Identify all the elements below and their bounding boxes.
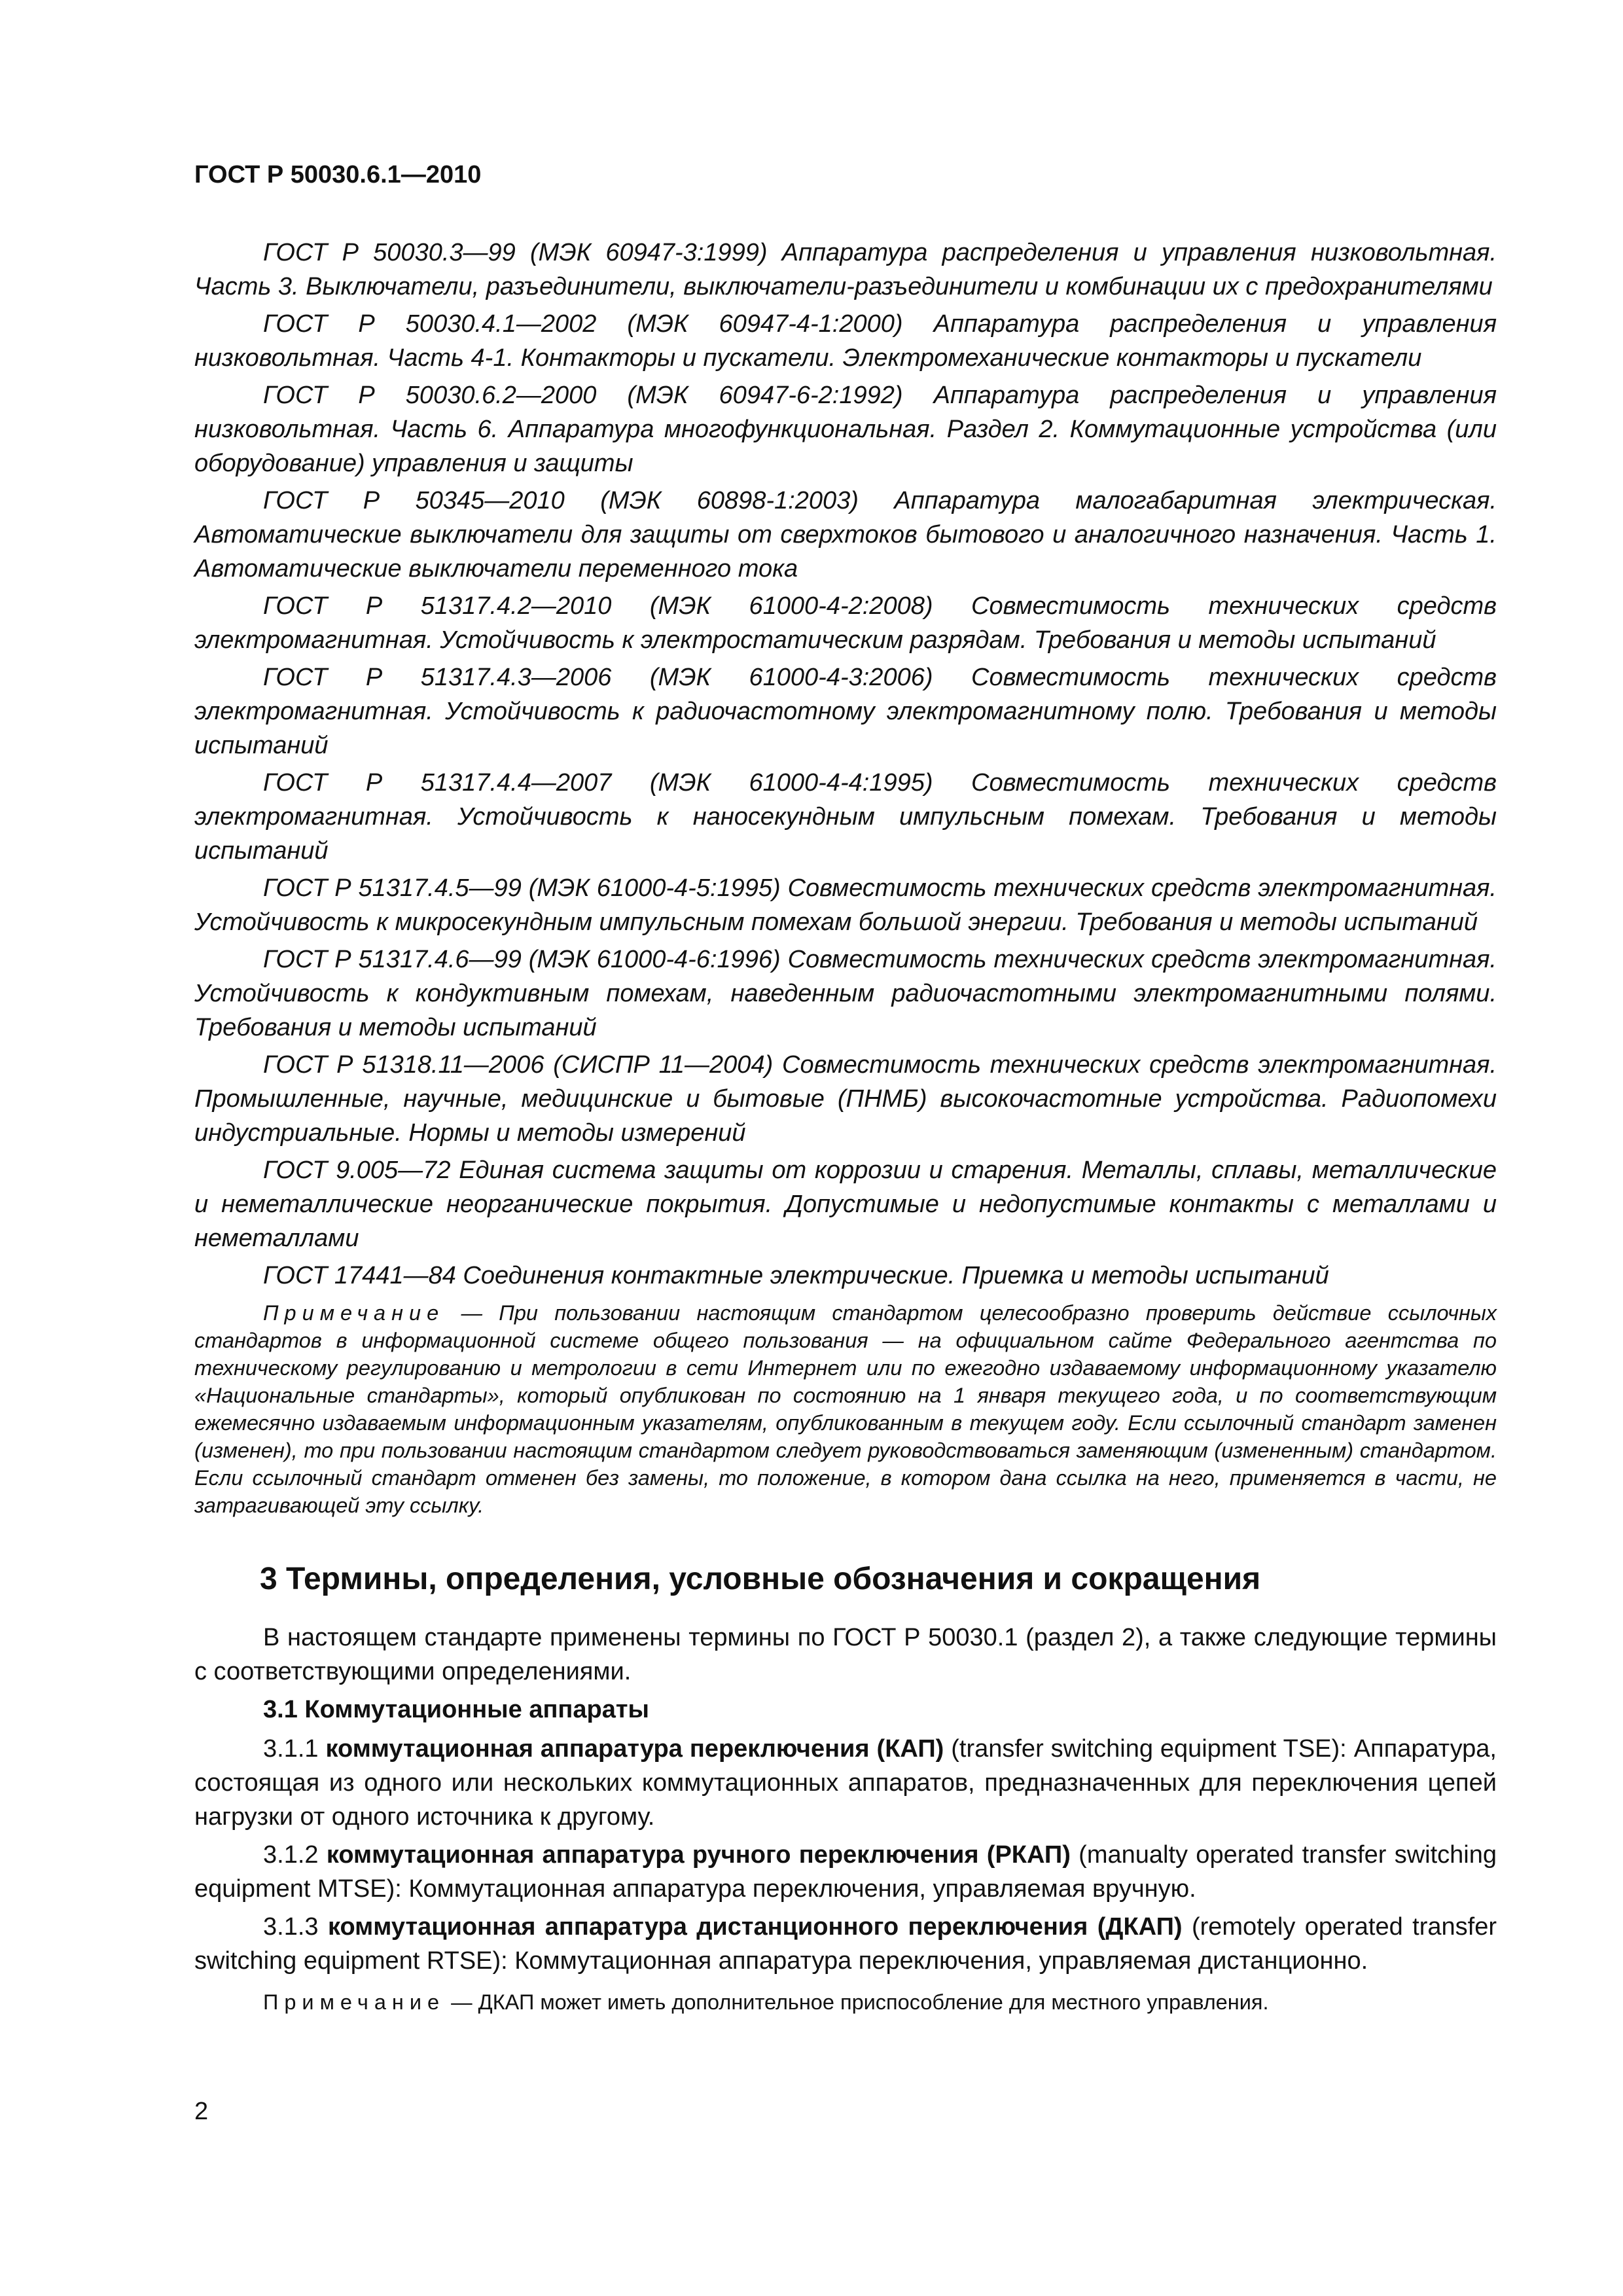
term-definition (194, 1732, 1497, 1834)
term-name: коммутационная аппаратура ручного переключения (РКАП) (326, 1841, 1071, 1869)
term-number: 3.1.3 (263, 1913, 328, 1941)
section-3 (194, 1558, 1497, 2017)
term-number: 3.1.2 (263, 1841, 327, 1869)
document-header: ГОСТ Р 50030.6.1—2010 (194, 161, 482, 188)
subsection-title: 3.1 Коммутационные аппараты (263, 1696, 649, 1723)
reference-item: ГОСТ 9.005—72 Единая система защиты от коррозии и старения. Металлы, сплавы, металлические и неметаллические неорганические покрытия. Допустимые и недопустимые контакты с металлами и неметаллами (194, 1157, 1497, 1252)
reference-item: ГОСТ Р 51317.4.3—2006 (МЭК 61000-4-3:2006) Совместимость технических средств электромагнитная. Устойчивость к радиочастотному электромагнитному полю. Требования и методы испытаний (194, 664, 1497, 759)
term-text: (manualty operated transfer switching equipment MTSE): Коммутационная аппаратура переключения, управляемая вручную. (194, 1841, 1497, 1903)
term-definition (194, 1838, 1497, 1906)
reference-item: ГОСТ Р 50030.4.1—2002 (МЭК 60947-4-1:2000) Аппаратура распределения и управления низковольтная. Часть 4-1. Контакторы и пускатели. Электромеханические контакторы и пускатели (194, 310, 1497, 372)
normative-references (194, 236, 1497, 1519)
reference-item: ГОСТ Р 51317.4.5—99 (МЭК 61000-4-5:1995) Совместимость технических средств электромагнитная. Устойчивость к микросекундным импульсным помехам большой энергии. Требования и методы испытаний (194, 874, 1497, 936)
note-label: Примечание (263, 1990, 446, 2014)
reference-item: ГОСТ Р 50030.3—99 (МЭК 60947-3:1999) Аппаратура распределения и управления низковольтная. Часть 3. Выключатели, разъединители, выключатели-разъединители и комбинации их с предохранителями (194, 239, 1497, 300)
section-title: 3 Термины, определения, условные обозначения и сокращения (260, 1562, 1261, 1596)
page-number: 2 (194, 2098, 209, 2125)
term-name: коммутационная аппаратура переключения (КАП) (325, 1735, 944, 1763)
reference-item: ГОСТ Р 51317.4.2—2010 (МЭК 61000-4-2:2008) Совместимость технических средств электромагнитная. Устойчивость к электростатическим разрядам. Требования и методы испытаний (194, 592, 1497, 654)
term-text: (remotely operated transfer switching equipment RTSE): Коммутационная аппаратура переключения, управляемая дистанционно. (194, 1913, 1497, 1975)
term-definition (194, 1910, 1497, 1978)
reference-item: ГОСТ Р 51317.4.4—2007 (МЭК 61000-4-4:1995) Совместимость технических средств электромагнитная. Устойчивость к наносекундным импульсным помехам. Требования и методы испытаний (194, 769, 1497, 865)
term-name: коммутационная аппаратура дистанционного переключения (ДКАП) (327, 1913, 1183, 1941)
note-label: Примечание (263, 1301, 445, 1325)
reference-item: ГОСТ Р 50345—2010 (МЭК 60898-1:2003) Аппаратура малогабаритная электрическая. Автоматические выключатели для защиты от сверхтоков бытового и аналогичного назначения. Часть 1. Автоматические выключатели переменного тока (194, 487, 1497, 583)
reference-item: ГОСТ Р 50030.6.2—2000 (МЭК 60947-6-2:1992) Аппаратура распределения и управления низковольтная. Часть 6. Аппаратура многофункциональная. Раздел 2. Коммутационные устройства (или оборудование) управления и защиты (194, 382, 1497, 477)
note-text: — При пользовании настоящим стандартом целесообразно проверить действие ссылочных стандартов в информационной системе общего пользования — на официальном сайте Федерального агентства по техническому регулированию и метрологии в сети Интернет или по ежегодно издаваемому информационному указателю «Национальные стандарты», который опубликован по состоянию на 1 января текущего года, и по соответствующим ежемесячно издаваемым информационным указателям, опубликованным в текущем году. Если ссылочный стандарт заменен (изменен), то при пользовании настоящим стандартом следует руководствоваться заменяющим (измененным) стандартом. Если ссылочный стандарт отменен без замены, то положение, в котором дана ссылка на него, применяется в части, не затрагивающей эту ссылку. (194, 1301, 1497, 1517)
section-intro: В настоящем стандарте применены термины по ГОСТ Р 50030.1 (раздел 2), а также следующие термины с соответствующими определениями. (194, 1624, 1497, 1685)
term-number: 3.1.1 (263, 1735, 326, 1763)
reference-item: ГОСТ Р 51317.4.6—99 (МЭК 61000-4-6:1996) Совместимость технических средств электромагнитная. Устойчивость к кондуктивным помехам, наведенным радиочастотными электромагнитными полями. Требования и методы испытаний (194, 946, 1497, 1041)
reference-item: ГОСТ 17441—84 Соединения контактные электрические. Приемка и методы испытаний (263, 1262, 1329, 1289)
note-text: — ДКАП может иметь дополнительное приспособление для местного управления. (445, 1990, 1269, 2014)
reference-item: ГОСТ Р 51318.11—2006 (СИСПР 11—2004) Совместимость технических средств электромагнитная. Промышленные, научные, медицинские и бытовые (ПНМБ) высокочастотные устройства. Радиопомехи индустриальные. Нормы и методы измерений (194, 1051, 1497, 1147)
references-note (194, 1299, 1497, 1519)
term-text: (transfer switching equipment TSE): Аппаратура, состоящая из одного или нескольких коммутационных аппаратов, предназначенных для переключения цепей нагрузки от одного источника к другому. (194, 1735, 1497, 1831)
section-note (194, 1987, 1497, 2017)
